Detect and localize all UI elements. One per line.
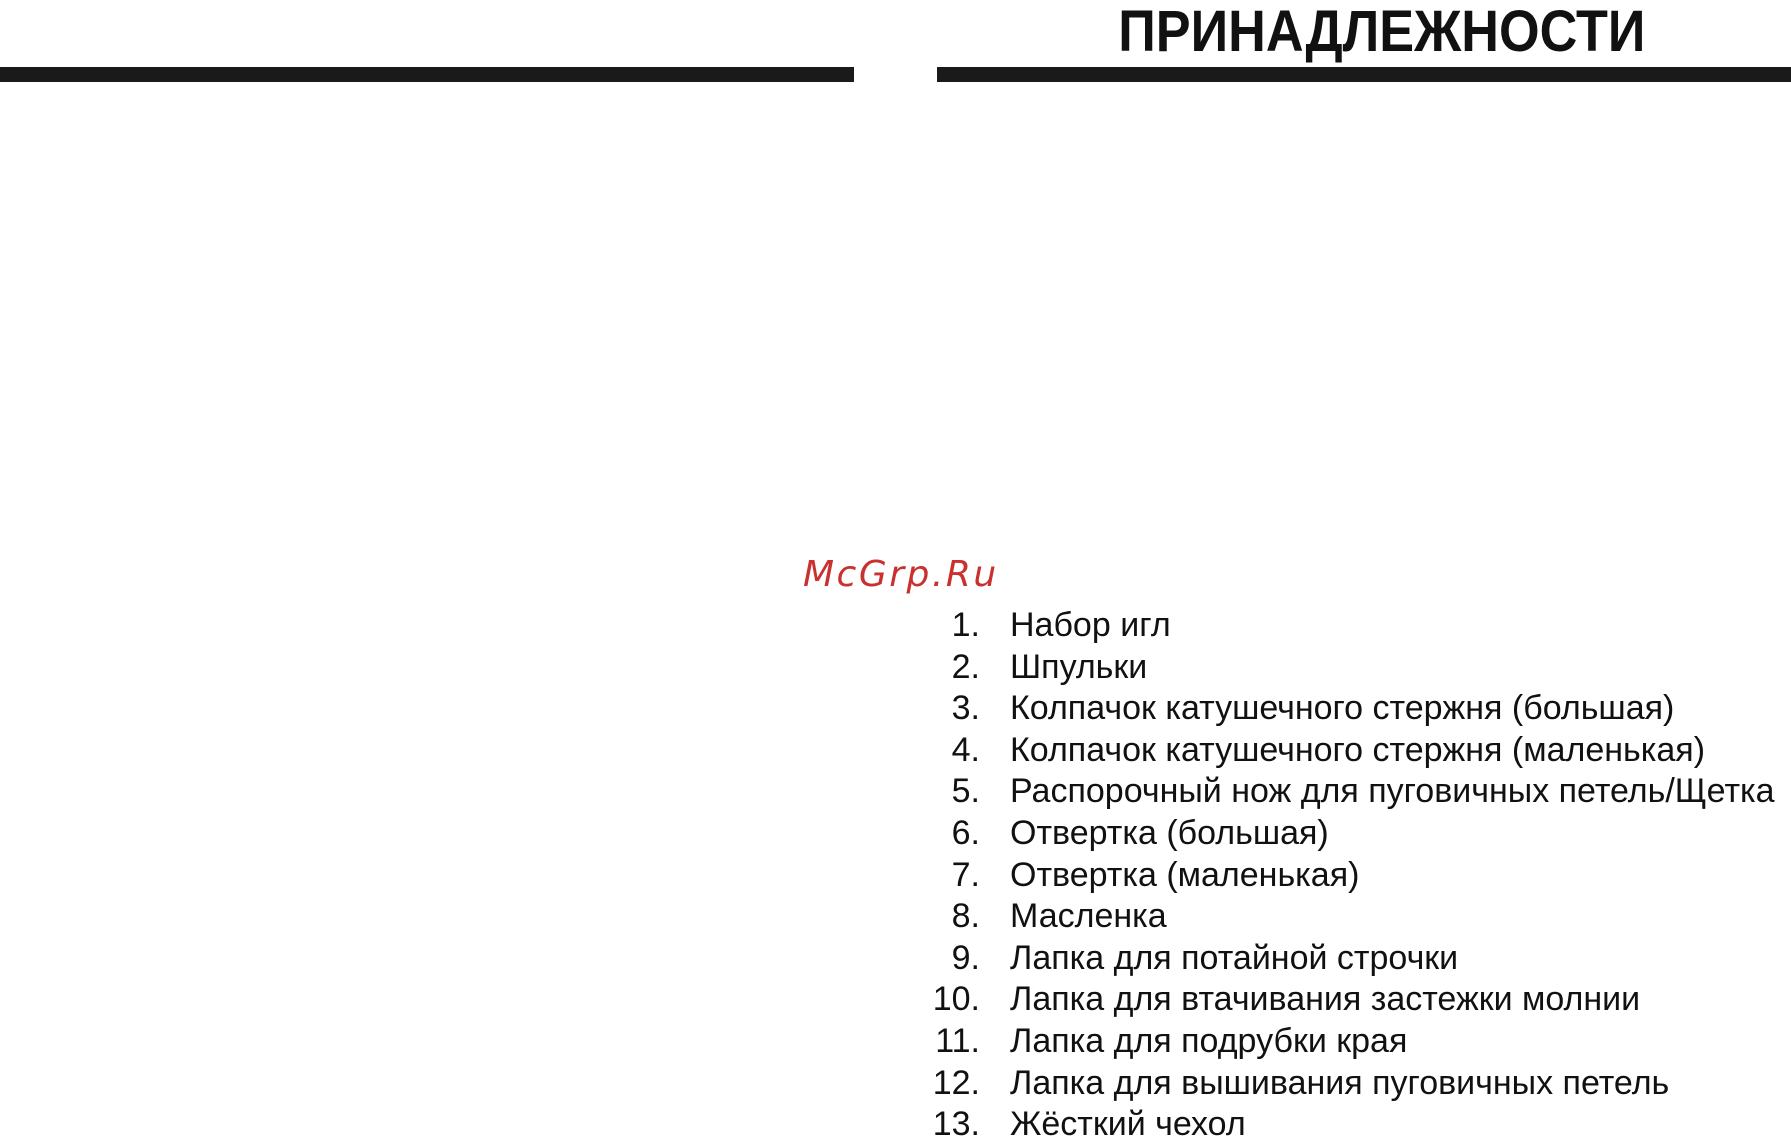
list-item [920, 855, 1775, 897]
page-title-container [1089, 0, 1646, 64]
item-number: 8. [951, 897, 980, 936]
item-label: Жёсткий чехол [1010, 1105, 1246, 1144]
watermark-text: McGrp.Ru [803, 554, 999, 595]
item-label: Отвертка (большая) [1010, 813, 1329, 852]
item-label: Лапка для подрубки края [1010, 1021, 1408, 1060]
item-number: 5. [951, 772, 980, 811]
item-label: Распорочный нож для пуговичных петель/Щетка [1010, 772, 1775, 811]
list-item [920, 688, 1775, 730]
list-item [920, 896, 1775, 938]
list-item [920, 938, 1775, 980]
item-number: 1. [951, 606, 980, 644]
item-number: 3. [951, 689, 980, 728]
list-item [920, 1104, 1775, 1146]
list-item [920, 605, 1775, 647]
item-label: Набор игл [1010, 606, 1171, 644]
item-label: Масленка [1010, 897, 1167, 936]
item-label: Лапка для вышивания пуговичных петель [1010, 1063, 1670, 1102]
list-item [920, 813, 1775, 855]
item-number: 11. [935, 1021, 980, 1060]
list-item [920, 1063, 1775, 1105]
item-number: 13. [932, 1105, 980, 1144]
item-label: Колпачок катушечного стержня (большая) [1010, 689, 1675, 728]
page-title: ПРИНАДЛЕЖНОСТИ [1118, 0, 1646, 64]
list-item [920, 979, 1775, 1021]
item-label: Отвертка (маленькая) [1010, 855, 1360, 894]
item-number: 6. [951, 813, 980, 852]
list-item [920, 730, 1775, 772]
item-label: Лапка для потайной строчки [1010, 938, 1459, 977]
item-label: Шпульки [1010, 647, 1148, 686]
list-item [920, 647, 1775, 689]
item-label: Колпачок катушечного стержня (маленькая) [1010, 730, 1706, 769]
accessories-list [920, 605, 1775, 1146]
item-label: Лапка для втачивания застежки молнии [1010, 980, 1641, 1019]
item-number: 9. [951, 938, 980, 977]
item-number: 12. [932, 1063, 980, 1102]
item-number: 10. [932, 980, 980, 1019]
list-item [920, 771, 1775, 813]
item-number: 4. [951, 730, 980, 769]
header-rule-right [937, 67, 1791, 82]
item-number: 7. [951, 855, 980, 894]
list-item [920, 1021, 1775, 1063]
item-number: 2. [951, 647, 980, 686]
header-rule-left [0, 67, 854, 82]
